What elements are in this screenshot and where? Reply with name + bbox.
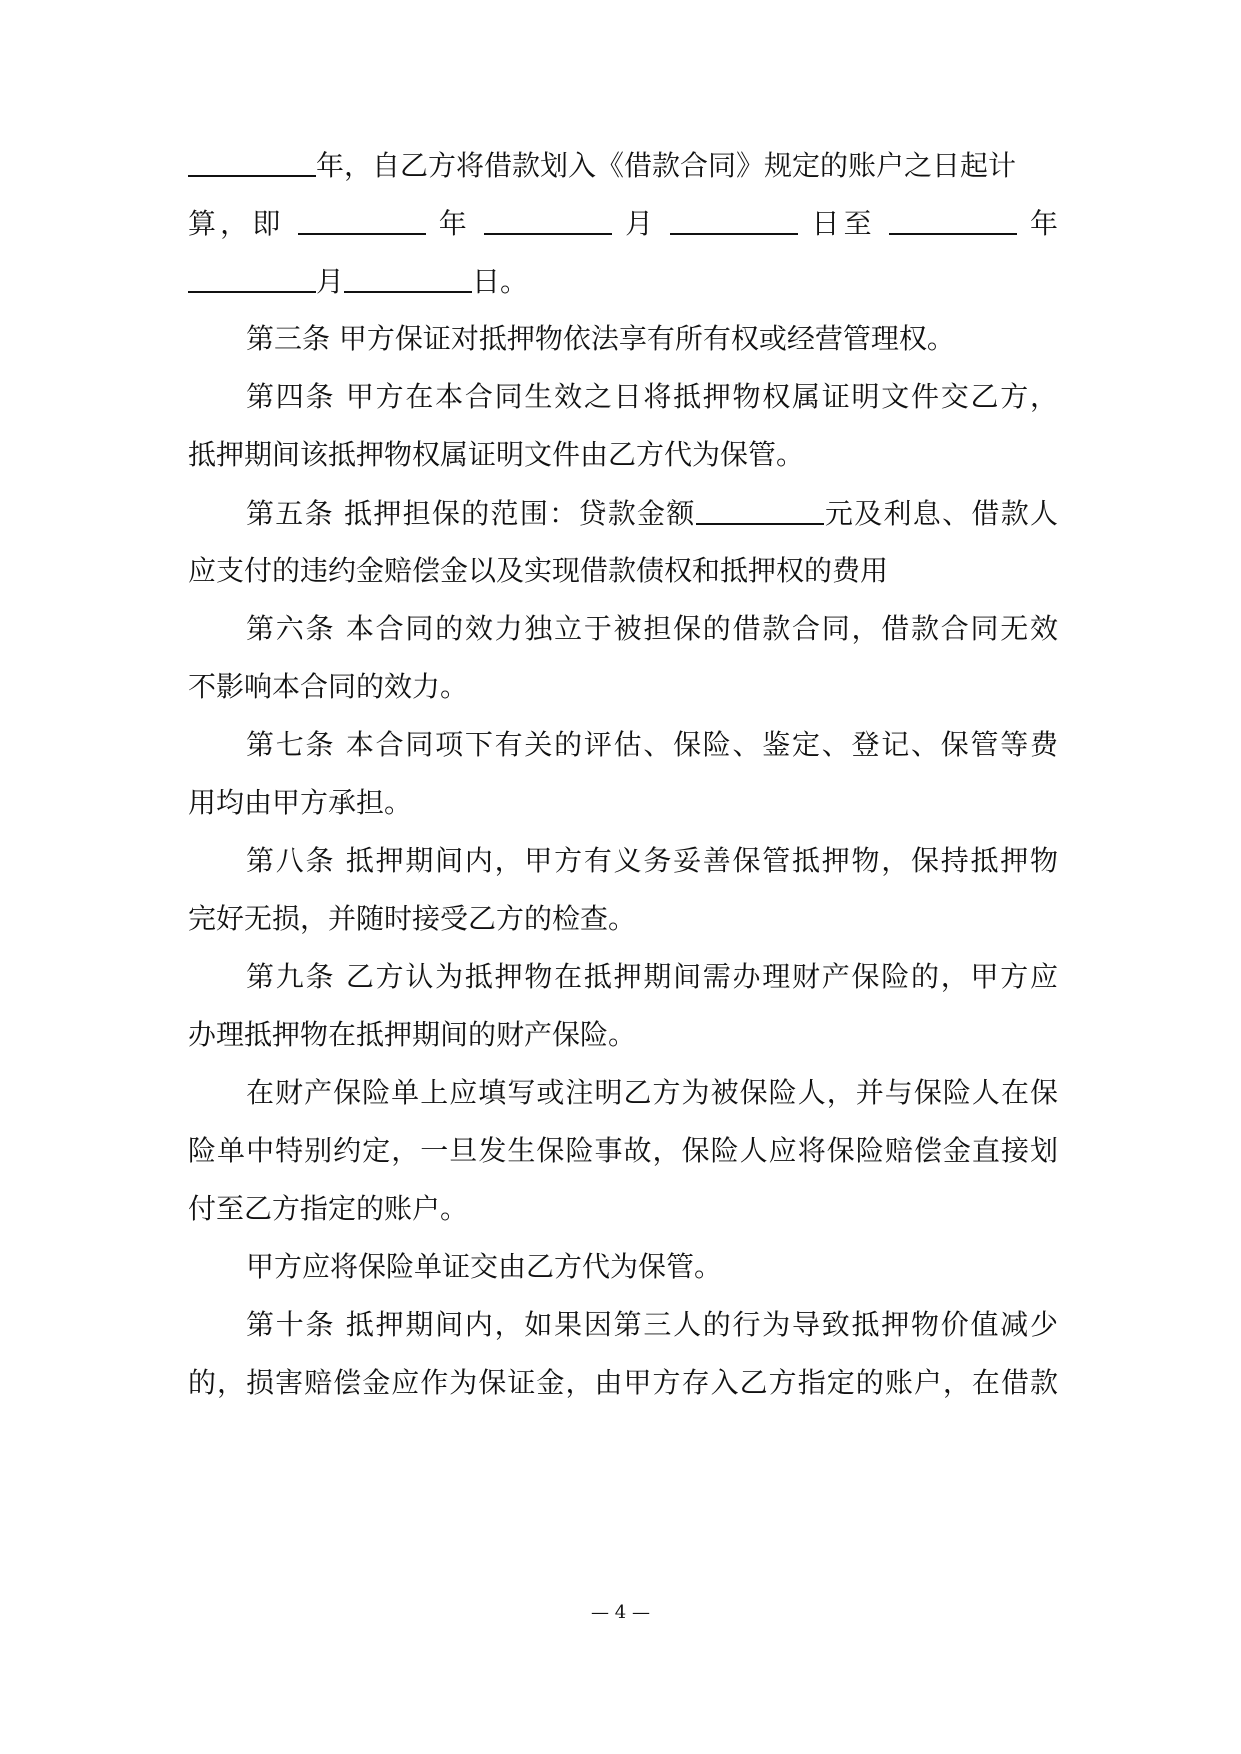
text-line bbox=[188, 261, 1058, 301]
fill-in-blank bbox=[188, 261, 316, 293]
clause-5 bbox=[246, 493, 1058, 533]
line-text: 日至 bbox=[811, 207, 876, 240]
clause-4: 第四条 甲方在本合同生效之日将抵押物权属证明文件交乙方， bbox=[246, 380, 1058, 413]
line-text: 月 bbox=[316, 265, 345, 298]
fill-in-blank bbox=[670, 203, 798, 235]
fill-in-blank bbox=[696, 493, 824, 525]
fill-in-blank bbox=[344, 261, 472, 293]
clause-3: 第三条 甲方保证对抵押物依法享有所有权或经营管理权。 bbox=[246, 322, 955, 355]
text-line: 办理抵押物在抵押期间的财产保险。 bbox=[188, 1018, 637, 1051]
page-number: — 4 — bbox=[591, 1602, 650, 1623]
fill-in-blank bbox=[889, 203, 1017, 235]
text-line bbox=[188, 145, 1058, 185]
text-line: 不影响本合同的效力。 bbox=[188, 670, 469, 703]
text-line bbox=[188, 203, 1058, 243]
line-text: 算，即 bbox=[188, 207, 285, 240]
text-line: 的，损害赔偿金应作为保证金，由甲方存入乙方指定的账户，在借款 bbox=[188, 1366, 1058, 1399]
text-line: 抵押期间该抵押物权属证明文件由乙方代为保管。 bbox=[188, 438, 805, 471]
line-text: 年，自乙方将借款划入《借款合同》规定的账户之日起计 bbox=[316, 149, 1017, 182]
text-line: 险单中特别约定，一旦发生保险事故，保险人应将保险赔偿金直接划 bbox=[188, 1134, 1058, 1167]
text-line: 用均由甲方承担。 bbox=[188, 786, 413, 819]
line-text: 年 bbox=[438, 207, 471, 240]
paragraph: 在财产保险单上应填写或注明乙方为被保险人，并与保险人在保 bbox=[246, 1076, 1058, 1109]
clause-7: 第七条 本合同项下有关的评估、保险、鉴定、登记、保管等费 bbox=[246, 728, 1058, 761]
text-line: 应支付的违约金赔偿金以及实现借款债权和抵押权的费用 bbox=[188, 554, 889, 587]
line-text: 年 bbox=[1030, 207, 1059, 240]
fill-in-blank bbox=[484, 203, 612, 235]
text-line: 付至乙方指定的账户。 bbox=[188, 1192, 469, 1225]
fill-in-blank bbox=[188, 145, 316, 177]
text-line: 完好无损，并随时接受乙方的检查。 bbox=[188, 902, 637, 935]
clause-8: 第八条 抵押期间内，甲方有义务妥善保管抵押物，保持抵押物 bbox=[246, 844, 1058, 877]
line-text: 月 bbox=[625, 207, 658, 240]
paragraph: 甲方应将保险单证交由乙方代为保管。 bbox=[246, 1250, 723, 1283]
clause-9: 第九条 乙方认为抵押物在抵押期间需办理财产保险的，甲方应 bbox=[246, 960, 1058, 993]
line-text: 第五条 抵押担保的范围：贷款金额 bbox=[246, 497, 696, 530]
line-text: 日。 bbox=[472, 265, 529, 298]
line-text: 元及利息、借款人 bbox=[823, 497, 1058, 530]
clause-10: 第十条 抵押期间内，如果因第三人的行为导致抵押物价值减少 bbox=[246, 1308, 1058, 1341]
fill-in-blank bbox=[298, 203, 426, 235]
clause-6: 第六条 本合同的效力独立于被担保的借款合同，借款合同无效 bbox=[246, 612, 1058, 645]
